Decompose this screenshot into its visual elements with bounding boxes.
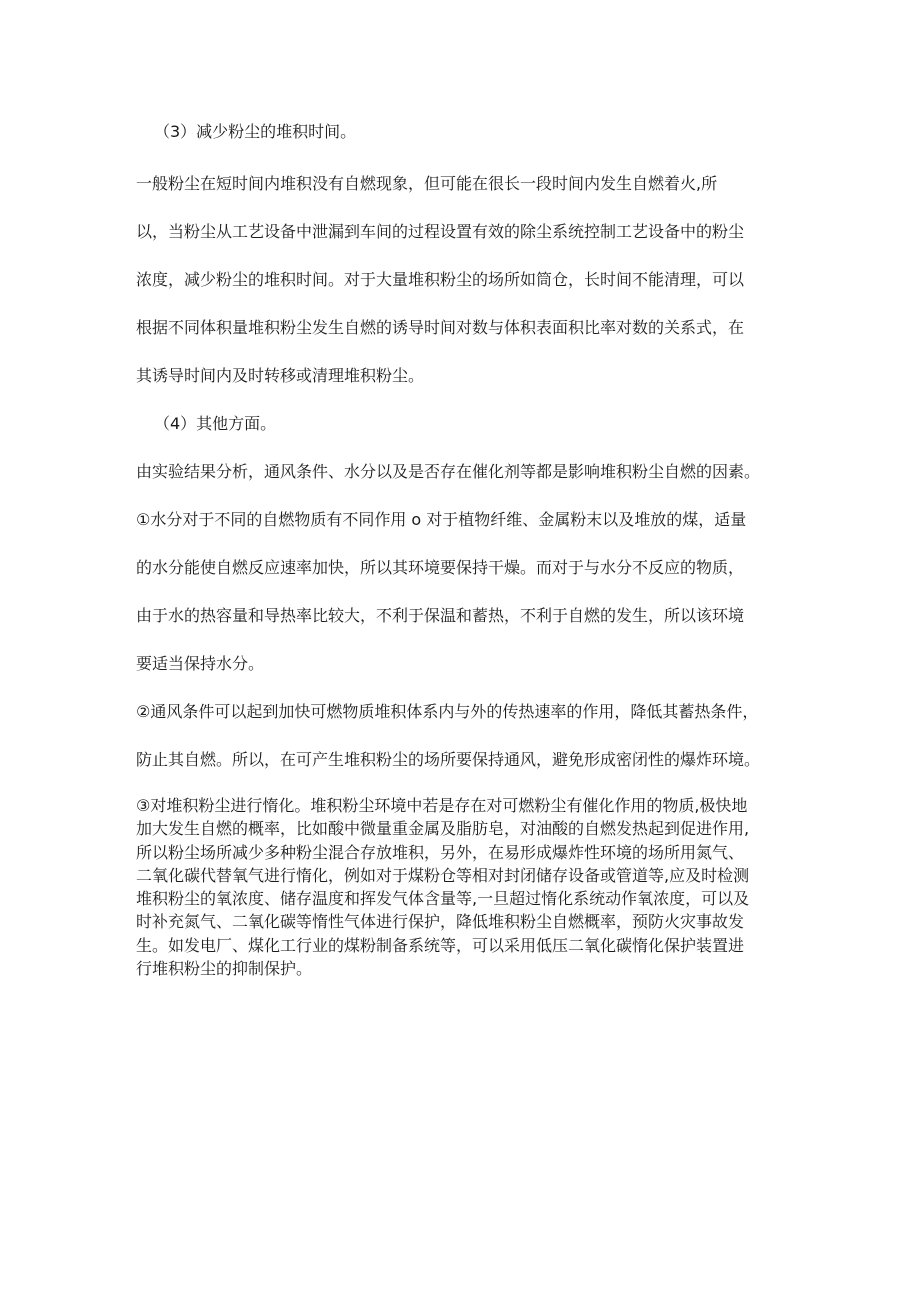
text-line: 根据不同体积量堆积粉尘发生自燃的诱导时间对数与体积表面积比率对数的关系式，在 <box>136 318 745 337</box>
text-line: ②通风条件可以起到加快可燃物质堆积体系内与外的传热速率的作用，降低其蓄热条件， <box>136 702 759 721</box>
text-line: 二氧化碳代替氧气进行惰化，例如对于煤粉仓等相对封闭储存设备或管道等,应及时检测 <box>136 865 750 885</box>
text-line: ③对堆积粉尘进行惰化。堆积粉尘环境中若是存在对可燃粉尘有催化作用的物质,极快地 <box>136 796 748 815</box>
text-line: 以，当粉尘从工艺设备中泄漏到车间的过程设置有效的除尘系统控制工艺设备中的粉尘 <box>136 222 745 241</box>
paragraph-inerting <box>136 794 749 980</box>
section-heading-4: （4）其他方面。 <box>154 414 277 433</box>
text-line: 一般粉尘在短时间内堆积没有自燃现象，但可能在很长一段时间内发生自燃着火,所 <box>136 174 718 193</box>
text-line: 加大发生自燃的概率，比如酸中微量重金属及脂肪皂，对油酸的自燃发热起到促进作用, <box>136 819 750 839</box>
text-line: 堆积粉尘的氧浓度、储存温度和挥发气体含量等,一旦超过惰化系统动作氧浓度，可以及 <box>136 889 750 909</box>
text-line: 由实验结果分析，通风条件、水分以及是否存在催化剂等都是影响堆积粉尘自燃的因素。 <box>136 462 761 481</box>
text-line: ①水分对于不同的自燃物质有不同作用 o 对于植物纤维、金属粉末以及堆放的煤，适量 <box>136 510 747 529</box>
text-line: 其诱导时间内及时转移或清理堆积粉尘。 <box>136 366 425 385</box>
text-line: 行堆积粉尘的抑制保护。 <box>136 959 313 979</box>
text-line: 生。如发电厂、煤化工行业的煤粉制备系统等，可以采用低压二氧化碳惰化保护装置进 <box>136 935 745 955</box>
section-heading-3: （3）减少粉尘的堆积时间。 <box>154 122 357 141</box>
text-line: 浓度，减少粉尘的堆积时间。对于大量堆积粉尘的场所如筒仓，长时间不能清理，可以 <box>136 270 745 289</box>
text-line: 要适当保持水分。 <box>136 654 265 673</box>
text-line: 时补充氮气、二氧化碳等惰性气体进行保护，降低堆积粉尘自燃概率，预防火灾事故发 <box>136 912 745 932</box>
text-line: 由于水的热容量和导热率比较大，不利于保温和蓄热，不利于自燃的发生，所以该环境 <box>136 606 745 625</box>
text-line: 的水分能使自燃反应速率加快，所以其环境要保持干燥。而对于与水分不反应的物质， <box>136 558 745 577</box>
text-line: 防止其自燃。所以，在可产生堆积粉尘的场所要保持通风，避免形成密闭性的爆炸环境。 <box>136 750 761 769</box>
text-line: 所以粉尘场所减少多种粉尘混合存放堆积，另外，在易形成爆炸性环境的场所用氮气、 <box>136 842 745 862</box>
